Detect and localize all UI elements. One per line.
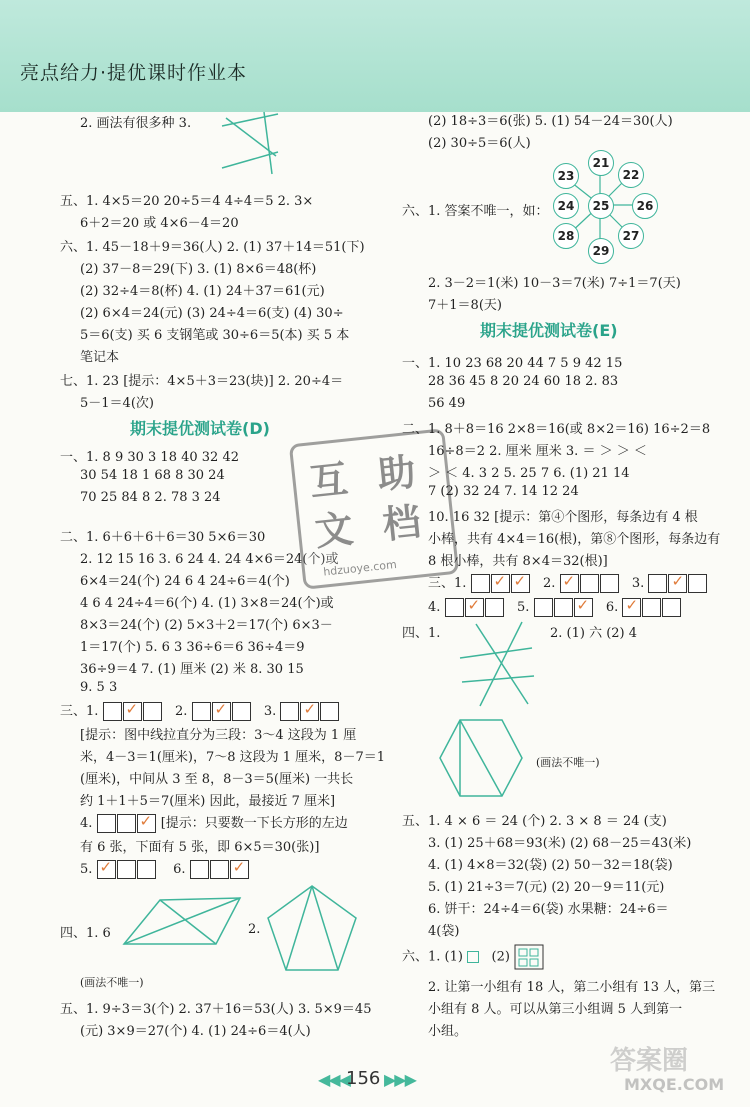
flower-node: 22 <box>618 162 644 188</box>
e-q3-label: 三、1. <box>428 576 467 591</box>
flower-node: 28 <box>553 223 579 249</box>
left-line-7: (2) 6×4＝24(元) (3) 24÷4＝6(支) (4) 30÷ <box>80 306 344 321</box>
stamp-char-4: 档 <box>380 499 423 548</box>
e-q6-boxes <box>622 598 682 617</box>
left-line-10: 七、1. 23 [提示：4×5＋3＝23(块)] 2. 20÷4＝ <box>60 374 344 389</box>
left-line-11: 5－1＝4(次) <box>80 396 154 411</box>
e-q3-1-boxes <box>471 574 531 593</box>
d-line-9: 1＝17(个) 5. 6 3 36÷6＝6 36÷4＝9 <box>80 640 305 655</box>
checked-box <box>574 598 593 617</box>
checked-box <box>300 702 319 721</box>
d-line-14: 米，4－3＝1(厘米)，7～8 这段为 1 厘米，8－7＝1 <box>80 750 385 765</box>
option-box <box>648 574 667 593</box>
flower-node: 21 <box>588 150 614 176</box>
e-line-2: 28 36 45 8 20 24 60 18 2. 83 <box>428 374 619 389</box>
e-q3-3-label: 3. <box>631 576 645 591</box>
e-section4-1: 四、1. <box>402 626 441 641</box>
option-box <box>210 860 229 879</box>
small-square-icon <box>467 951 479 963</box>
e-q3-row <box>428 572 708 593</box>
e-q4-row <box>428 598 682 617</box>
e-sec6-label: 六、1. (1) <box>402 949 463 965</box>
e-line-22: 2. 让第一小组有 18 人，第二小组有 13 人，第三 <box>428 980 716 995</box>
e-sec6-2-label: (2) <box>491 949 510 965</box>
d-note: (画法不唯一) <box>80 976 144 989</box>
e-q3-2-boxes <box>560 574 620 593</box>
left-line-9: 笔记本 <box>80 350 120 365</box>
d-q6-boxes <box>190 860 250 879</box>
quadrilateral-figure <box>120 892 250 952</box>
left-line-1: 2. 画法有很多种 3. <box>80 116 192 131</box>
flower-node: 26 <box>632 193 658 219</box>
option-box <box>662 598 681 617</box>
d-q4-hint: [提示：只要数一下长方形的左边 <box>160 816 348 831</box>
d-line-7: 4 6 4 24÷4＝6(个) 4. (1) 3×8＝24(个)或 <box>80 596 334 611</box>
d-q3-3-boxes <box>280 702 340 721</box>
option-box <box>320 702 339 721</box>
pentagon-figure <box>264 882 360 974</box>
flower-node: 23 <box>553 163 579 189</box>
e-line-4: 二、1. 8＋8＝16 2×8＝16(或 8×2＝16) 16÷2＝8 <box>402 422 711 437</box>
left-line-8: 5＝6(支) 买 6 支钢笔或 30÷6＝5(本) 买 5 本 <box>80 328 350 343</box>
option-box <box>97 814 116 833</box>
d-q5-row <box>80 860 250 879</box>
e-q5-label: 5. <box>516 600 530 615</box>
d-q6-label: 6. <box>173 862 186 877</box>
hexagon-figure <box>436 716 526 800</box>
e-q3-2-label: 2. <box>542 576 556 591</box>
d-section4-1: 四、1. 6 <box>60 926 111 941</box>
d-q4-boxes <box>97 814 157 833</box>
checked-box <box>511 574 530 593</box>
flower-node: 24 <box>553 193 579 219</box>
checked-box <box>465 598 484 617</box>
e-section4-2: 2. (1) 六 (2) 4 <box>550 626 638 641</box>
e-q6-label: 6. <box>605 600 619 615</box>
book-title: 亮点给力·提优课时作业本 <box>20 62 248 84</box>
option-box <box>103 702 122 721</box>
d-line-22: 五、1. 9÷3＝3(个) 2. 37＋16＝53(人) 3. 5×9＝45 <box>60 1002 372 1017</box>
d-line-10: 36÷9＝4 7. (1) 厘米 (2) 米 8. 30 15 <box>80 662 304 677</box>
option-box <box>688 574 707 593</box>
option-box <box>534 598 553 617</box>
r-line-5: 7＋1＝8(天) <box>428 298 502 313</box>
d-q3-2-boxes <box>192 702 252 721</box>
option-box <box>117 860 136 879</box>
d-line-15: (厘米)，中间从 3 至 8，8－3＝5(厘米) 一共长 <box>80 772 354 787</box>
d-q3-1-boxes <box>103 702 163 721</box>
option-box <box>554 598 573 617</box>
option-box <box>143 702 162 721</box>
d-line-13: [提示：图中线拉直分为三段：3～4 这段为 1 厘 <box>80 728 357 743</box>
option-box <box>642 598 661 617</box>
d-line-23: (元) 3×9＝27(个) 4. (1) 24÷6＝4(人) <box>80 1024 311 1039</box>
e-note: (画法不唯一) <box>536 756 600 769</box>
d-q3-label: 三、1. <box>60 704 99 719</box>
page-number: 156 <box>346 1068 381 1089</box>
e-line-8: 10. 16 32 [提示：第④个图形，每条边有 4 根 <box>428 510 698 525</box>
flower-node: 27 <box>618 223 644 249</box>
e-q4-label: 4. <box>428 600 441 615</box>
prev-arrows-icon: ◀◀◀ <box>318 1070 349 1089</box>
option-box <box>445 598 464 617</box>
flower-center-node: 25 <box>588 193 614 219</box>
d-line-3: 70 25 84 8 2. 78 3 24 <box>80 490 221 505</box>
checked-box <box>230 860 249 879</box>
section-title-e: 期末提优测试卷(E) <box>480 321 618 340</box>
crossing-lines-figure <box>218 108 282 178</box>
checked-box <box>137 814 156 833</box>
d-line-18: 有 6 张，下面有 5 张，即 6×5＝30(张)] <box>80 840 320 855</box>
d-line-4: 二、1. 6＋6＋6＋6＝30 5×6＝30 <box>60 530 266 545</box>
d-q4-row <box>80 812 348 833</box>
d-line-2: 30 54 18 1 68 8 30 24 <box>80 468 225 483</box>
e-line-16: 3. (1) 25＋68＝93(米) (2) 68－25＝43(米) <box>428 836 692 851</box>
left-line-6: (2) 32÷4＝8(杯) 4. (1) 24＋37＝61(元) <box>80 284 325 299</box>
e-line-9: 小棒，共有 4×4＝16(根)，第⑧个图形，每条边有 <box>428 532 721 547</box>
left-line-5: (2) 37－8＝29(下) 3. (1) 8×6＝48(杯) <box>80 262 317 277</box>
stamp-char-3: 文 <box>312 506 356 555</box>
option-box <box>192 702 211 721</box>
checked-box <box>622 598 641 617</box>
option-box <box>137 860 156 879</box>
stamp-url: hdzuoye.com <box>322 557 398 579</box>
watermark-url: MXQE.COM <box>624 1075 725 1094</box>
stamp-char-2: 助 <box>375 449 418 498</box>
d-q3-2-label: 2. <box>174 704 188 719</box>
d-q5-boxes <box>97 860 157 879</box>
e-line-15: 五、1. 4 × 6 ＝ 24 (个) 2. 3 × 8 ＝ 24 (支) <box>402 814 667 829</box>
e-q6-row <box>402 944 544 970</box>
checked-box <box>491 574 510 593</box>
option-box <box>600 574 619 593</box>
e-line-17: 4. (1) 4×8＝32(袋) (2) 50－32＝18(袋) <box>428 858 673 873</box>
option-box <box>580 574 599 593</box>
checked-box <box>560 574 579 593</box>
stamp-char-1: 互 <box>307 456 350 505</box>
e-line-23: 小组有 8 人。可以从第三小组调 5 人到第一 <box>428 1002 683 1017</box>
d-line-8: 8×3＝24(个) (2) 5×3＋2＝17(个) 6×3－ <box>80 618 333 633</box>
option-box <box>232 702 251 721</box>
left-line-4: 六、1. 45－18＋9＝36(人) 2. (1) 37＋14＝51(下) <box>60 240 365 255</box>
e-line-18: 5. (1) 21÷3＝7(元) (2) 20－9＝11(元) <box>428 880 665 895</box>
option-box <box>485 598 504 617</box>
left-line-2: 五、1. 4×5＝20 20÷5＝4 4÷4＝5 2. 3× <box>60 194 314 209</box>
d-line-5: 2. 12 15 16 3. 6 24 4. 24 4×6＝24(个)或 <box>80 552 339 567</box>
d-line-1: 一、1. 8 9 30 3 18 40 32 42 <box>60 450 239 465</box>
d-q5-label: 5. <box>80 862 93 877</box>
checked-box <box>97 860 116 879</box>
e-line-5: 16÷8＝2 2. 厘米 厘米 3. ＝ ＞ ＞ ＜ <box>428 444 647 459</box>
e-line-24: 小组。 <box>428 1024 468 1039</box>
option-box <box>117 814 136 833</box>
r-line-2: (2) 30÷5＝6(人) <box>428 136 531 151</box>
checked-box <box>123 702 142 721</box>
option-box <box>471 574 490 593</box>
e-line-6: ＞ ＜ 4. 3 2 5. 25 7 6. (1) 21 14 <box>428 466 630 481</box>
d-line-16: 约 1＋1＋5＝7(厘米) 因此，最接近 7 厘米] <box>80 794 336 809</box>
d-q3-3-label: 3. <box>263 704 277 719</box>
d-q3-row <box>60 700 340 721</box>
e-line-3: 56 49 <box>428 396 466 411</box>
e-q3-3-boxes <box>648 574 708 593</box>
e-line-19: 6. 饼干：24÷4＝6(袋) 水果糖：24÷6＝ <box>428 902 669 917</box>
checked-box <box>668 574 687 593</box>
section-title-d: 期末提优测试卷(D) <box>130 419 270 438</box>
e-line-20: 4(袋) <box>428 924 460 939</box>
e-crossing-lines-figure <box>456 618 536 710</box>
d-line-6: 6×4＝24(个) 24 6 4 24÷6＝4(个) <box>80 574 290 589</box>
checked-box <box>212 702 231 721</box>
d-q4-label: 4. <box>80 816 93 831</box>
header-banner <box>0 0 750 112</box>
r-line-4: 2. 3－2＝1(米) 10－3＝7(米) 7÷1＝7(天) <box>428 276 681 291</box>
next-arrows-icon: ▶▶▶ <box>384 1070 415 1089</box>
option-box <box>280 702 299 721</box>
d-section4-2: 2. <box>248 922 261 937</box>
watermark-logo: 答案圈 <box>610 1046 689 1076</box>
e-line-10: 8 根小棒，共有 8×4＝32(根)] <box>428 554 608 569</box>
r-line-1: (2) 18÷3＝6(张) 5. (1) 54－24＝30(人) <box>428 114 673 129</box>
e-q5-boxes <box>534 598 594 617</box>
option-box <box>190 860 209 879</box>
e-line-7: 7 (2) 32 24 7. 14 12 24 <box>428 484 579 499</box>
e-line-1: 一、1. 10 23 68 20 44 7 5 9 42 15 <box>402 356 623 371</box>
e-q4-boxes <box>445 598 505 617</box>
r-line-3: 六、1. 答案不唯一，如： <box>402 204 549 219</box>
flower-node: 29 <box>588 238 614 264</box>
left-line-3: 6＋2＝20 或 4×6－4＝20 <box>80 216 239 231</box>
grid-squares-icon <box>514 944 544 970</box>
d-line-11: 9. 5 3 <box>80 680 118 695</box>
